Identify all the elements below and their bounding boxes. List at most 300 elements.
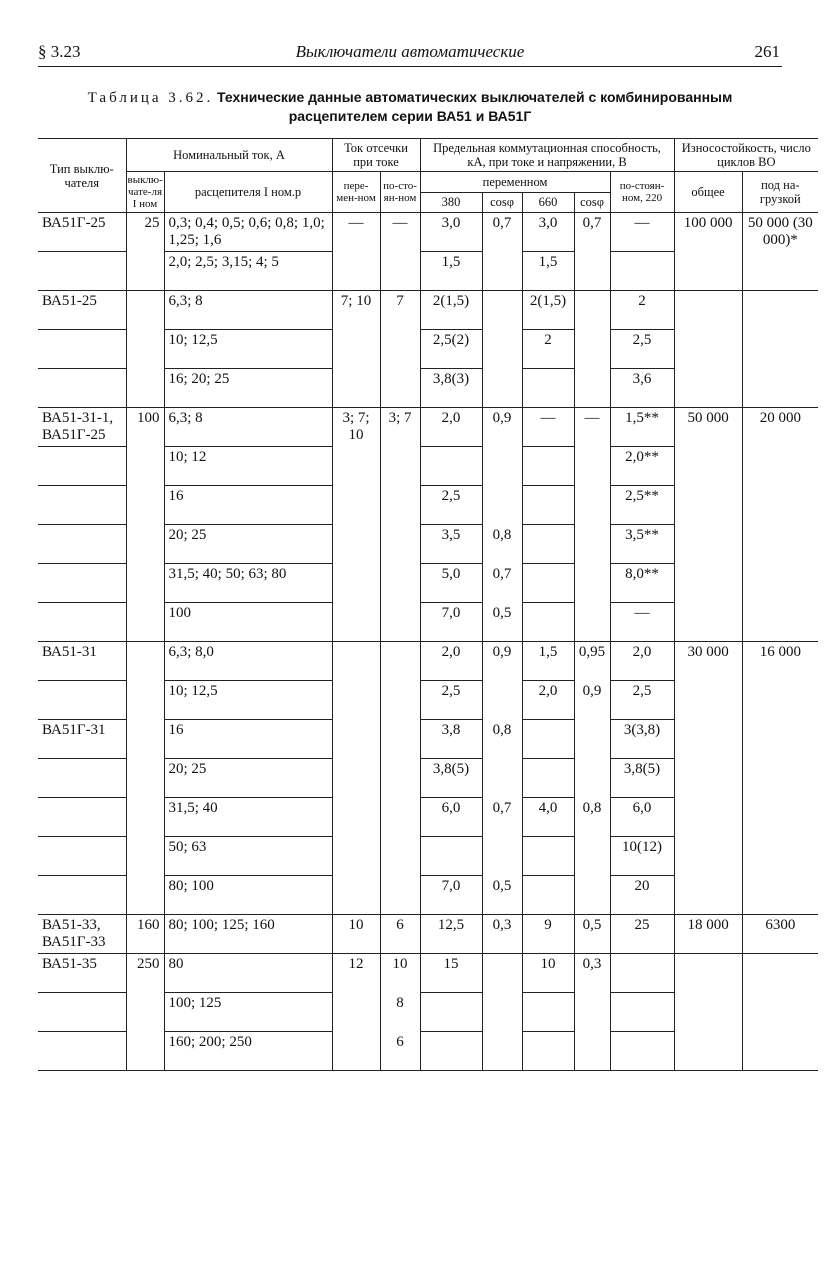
cell-type: ВА51-25	[38, 291, 126, 330]
cell-cos1	[482, 330, 522, 369]
cell-k380: 3,8	[420, 720, 482, 759]
cell-cos1: 0,7	[482, 798, 522, 837]
col-cutoff-ac-header: пере-мен-ном	[332, 172, 380, 213]
col-cutoff-dc-header: по-сто-ян-ном	[380, 172, 420, 213]
cell-load	[742, 876, 818, 915]
cell-tot	[674, 837, 742, 876]
cell-cac	[332, 252, 380, 291]
cell-cos2	[574, 447, 610, 486]
cell-kdc	[610, 252, 674, 291]
cell-kdc: 3,6	[610, 369, 674, 408]
cell-in	[126, 291, 164, 330]
cell-cac	[332, 681, 380, 720]
cell-cdc	[380, 642, 420, 681]
cell-rel: 80	[164, 954, 332, 993]
cell-k380: 2,5(2)	[420, 330, 482, 369]
cell-in	[126, 876, 164, 915]
col-release-header: расцепителя I ном.р	[164, 172, 332, 213]
cell-rel: 6,3; 8,0	[164, 642, 332, 681]
cell-cos2	[574, 759, 610, 798]
cell-rel: 6,3; 8	[164, 291, 332, 330]
cell-in	[126, 759, 164, 798]
cell-cac	[332, 1032, 380, 1071]
cell-cos2	[574, 252, 610, 291]
cell-rel: 10; 12	[164, 447, 332, 486]
cell-tot	[674, 954, 742, 993]
cell-cos1: 0,9	[482, 642, 522, 681]
cell-rel: 80; 100; 125; 160	[164, 915, 332, 954]
cell-k380: 2,0	[420, 642, 482, 681]
cell-in	[126, 564, 164, 603]
cell-k660: 3,0	[522, 213, 574, 252]
cell-cos1	[482, 1032, 522, 1071]
cell-k660	[522, 564, 574, 603]
cell-cos2	[574, 993, 610, 1032]
cell-cdc	[380, 798, 420, 837]
cell-cdc	[380, 876, 420, 915]
cell-cac: 7; 10	[332, 291, 380, 330]
table-row	[38, 759, 818, 798]
cell-type	[38, 993, 126, 1032]
cell-k660: 4,0	[522, 798, 574, 837]
cell-in	[126, 681, 164, 720]
cell-cdc	[380, 330, 420, 369]
cell-kdc: —	[610, 603, 674, 642]
table-row	[38, 486, 818, 525]
cell-k380	[420, 837, 482, 876]
cell-cos1	[482, 291, 522, 330]
cell-cos1	[482, 954, 522, 993]
cell-tot	[674, 720, 742, 759]
table-row	[38, 330, 818, 369]
cell-kdc: 3,5**	[610, 525, 674, 564]
table-row	[38, 720, 818, 759]
cell-cdc	[380, 603, 420, 642]
running-title: Выключатели автоматические	[295, 42, 525, 61]
cell-tot	[674, 564, 742, 603]
cell-cdc	[380, 681, 420, 720]
cell-kdc	[610, 993, 674, 1032]
cell-k660	[522, 447, 574, 486]
cell-cos1: 0,3	[482, 915, 522, 954]
cell-k380: 6,0	[420, 798, 482, 837]
cell-rel: 31,5; 40; 50; 63; 80	[164, 564, 332, 603]
cell-kdc: 25	[610, 915, 674, 954]
cell-in	[126, 642, 164, 681]
cell-k380	[420, 1032, 482, 1071]
cell-rel: 16	[164, 720, 332, 759]
cell-k380: 2,5	[420, 486, 482, 525]
cell-tot	[674, 525, 742, 564]
cell-in	[126, 447, 164, 486]
cell-tot	[674, 330, 742, 369]
section-number: § 3.23	[38, 42, 81, 61]
cell-type: ВА51-35	[38, 954, 126, 993]
table-row	[38, 213, 818, 252]
cell-load: 16 000	[742, 642, 818, 681]
cell-cos1	[482, 447, 522, 486]
col-dc-header: по-стоян-ном, 220	[610, 172, 674, 213]
cell-cdc	[380, 759, 420, 798]
cell-k380: 2,5	[420, 681, 482, 720]
cell-cos2: 0,5	[574, 915, 610, 954]
cell-load: 50 000 (30 000)*	[742, 213, 818, 252]
cell-k660	[522, 876, 574, 915]
cell-cos2: 0,95	[574, 642, 610, 681]
cell-cdc	[380, 252, 420, 291]
cell-in	[126, 486, 164, 525]
cell-load: 6300	[742, 915, 818, 954]
cell-tot	[674, 759, 742, 798]
cell-k380: 1,5	[420, 252, 482, 291]
cell-k380: 2,0	[420, 408, 482, 447]
cell-rel: 20; 25	[164, 759, 332, 798]
cell-kdc: 2,5**	[610, 486, 674, 525]
cell-cos1	[482, 252, 522, 291]
cell-rel: 16; 20; 25	[164, 369, 332, 408]
cell-tot: 18 000	[674, 915, 742, 954]
cell-cdc	[380, 447, 420, 486]
cell-cac	[332, 798, 380, 837]
cell-cac	[332, 330, 380, 369]
cell-cdc	[380, 369, 420, 408]
cell-cos1: 0,9	[482, 408, 522, 447]
cell-k660: 1,5	[522, 252, 574, 291]
table-caption	[38, 88, 782, 126]
cell-k660	[522, 369, 574, 408]
cell-in	[126, 330, 164, 369]
cell-in	[126, 252, 164, 291]
cell-cos2: 0,9	[574, 681, 610, 720]
cell-kdc: 2	[610, 291, 674, 330]
table-row	[38, 408, 818, 447]
cell-load	[742, 369, 818, 408]
cell-k660: 2	[522, 330, 574, 369]
cell-kdc	[610, 1032, 674, 1071]
cell-type	[38, 798, 126, 837]
cell-type: ВА51-33, ВА51Г-33	[38, 915, 126, 954]
cell-type	[38, 369, 126, 408]
cell-rel: 80; 100	[164, 876, 332, 915]
cell-tot	[674, 798, 742, 837]
col-durability-header: Износостойкость, число циклов ВО	[674, 139, 818, 172]
cell-k660	[522, 603, 574, 642]
cell-in	[126, 798, 164, 837]
cell-type	[38, 876, 126, 915]
cell-kdc: —	[610, 213, 674, 252]
cell-cos1: 0,5	[482, 603, 522, 642]
cell-load	[742, 603, 818, 642]
cell-kdc: 2,5	[610, 681, 674, 720]
cell-kdc: 2,5	[610, 330, 674, 369]
cell-type	[38, 447, 126, 486]
page-header	[38, 40, 782, 67]
cell-cos2	[574, 369, 610, 408]
cell-k380: 3,5	[420, 525, 482, 564]
cell-tot	[674, 447, 742, 486]
cell-k380: 12,5	[420, 915, 482, 954]
cell-type	[38, 1032, 126, 1071]
cell-cdc: 7	[380, 291, 420, 330]
table-title: Технические данные автоматических выключателей с комбинированным расцепителем серии ВА51 и ВА51Г	[217, 89, 733, 124]
cell-load	[742, 993, 818, 1032]
cell-in	[126, 603, 164, 642]
cell-type	[38, 564, 126, 603]
cell-type: ВА51-31-1, ВА51Г-25	[38, 408, 126, 447]
cell-k380: 15	[420, 954, 482, 993]
cell-cac: 3; 7; 10	[332, 408, 380, 447]
col-ac-header: переменном	[420, 172, 610, 193]
cell-rel: 16	[164, 486, 332, 525]
cell-tot: 100 000	[674, 213, 742, 252]
cell-in: 25	[126, 213, 164, 252]
cell-cdc	[380, 486, 420, 525]
cell-kdc: 6,0	[610, 798, 674, 837]
cell-k380: 5,0	[420, 564, 482, 603]
cell-type	[38, 681, 126, 720]
cell-k660: 2(1,5)	[522, 291, 574, 330]
cell-cac	[332, 603, 380, 642]
cell-tot	[674, 603, 742, 642]
cell-load	[742, 720, 818, 759]
cell-k660	[522, 720, 574, 759]
cell-cos1	[482, 369, 522, 408]
cell-tot	[674, 1032, 742, 1071]
cell-cos2	[574, 291, 610, 330]
cell-cac	[332, 369, 380, 408]
cell-cac	[332, 720, 380, 759]
cell-cos2	[574, 486, 610, 525]
cell-cac	[332, 564, 380, 603]
col-cos2-header: cosφ	[574, 192, 610, 213]
cell-k660: 9	[522, 915, 574, 954]
col-total-header: общее	[674, 172, 742, 213]
cell-kdc: 20	[610, 876, 674, 915]
cell-k380: 7,0	[420, 603, 482, 642]
cell-kdc: 2,0**	[610, 447, 674, 486]
cell-k380: 7,0	[420, 876, 482, 915]
cell-k380: 3,0	[420, 213, 482, 252]
cell-tot	[674, 876, 742, 915]
cell-load	[742, 681, 818, 720]
cell-cos2	[574, 330, 610, 369]
table-row	[38, 993, 818, 1032]
cell-load	[742, 486, 818, 525]
cell-tot	[674, 993, 742, 1032]
table-row	[38, 642, 818, 681]
cell-k660: 10	[522, 954, 574, 993]
cell-in	[126, 720, 164, 759]
cell-load	[742, 330, 818, 369]
cell-cdc	[380, 720, 420, 759]
cell-type	[38, 525, 126, 564]
cell-k660	[522, 486, 574, 525]
cell-k660	[522, 993, 574, 1032]
cell-k660: 1,5	[522, 642, 574, 681]
cell-rel: 0,3; 0,4; 0,5; 0,6; 0,8; 1,0; 1,25; 1,6	[164, 213, 332, 252]
cell-k660: —	[522, 408, 574, 447]
cell-tot: 30 000	[674, 642, 742, 681]
cell-type	[38, 330, 126, 369]
cell-cos2	[574, 720, 610, 759]
cell-load	[742, 447, 818, 486]
cell-cac	[332, 642, 380, 681]
cell-tot	[674, 369, 742, 408]
table-row	[38, 291, 818, 330]
cell-load	[742, 759, 818, 798]
cell-tot: 50 000	[674, 408, 742, 447]
cell-in: 100	[126, 408, 164, 447]
table-row	[38, 447, 818, 486]
cell-cdc	[380, 525, 420, 564]
cell-type	[38, 252, 126, 291]
cell-kdc: 10(12)	[610, 837, 674, 876]
cell-in	[126, 369, 164, 408]
cell-k380	[420, 993, 482, 1032]
cell-cos1	[482, 993, 522, 1032]
col-under-load-header: под на-грузкой	[742, 172, 818, 213]
cell-cos1: 0,5	[482, 876, 522, 915]
cell-cdc: 10	[380, 954, 420, 993]
cell-cos1: 0,7	[482, 213, 522, 252]
cell-in	[126, 993, 164, 1032]
cell-tot	[674, 252, 742, 291]
cell-in	[126, 1032, 164, 1071]
cell-load	[742, 291, 818, 330]
cell-cos2: 0,8	[574, 798, 610, 837]
table-body	[38, 213, 818, 1071]
cell-rel: 10; 12,5	[164, 330, 332, 369]
cell-k660	[522, 837, 574, 876]
cell-cos2	[574, 525, 610, 564]
table-row	[38, 603, 818, 642]
cell-cos2	[574, 603, 610, 642]
col-breaking-header: Предельная коммутационная способность, кА, при токе и напряжении, В	[420, 139, 674, 172]
cell-k380: 2(1,5)	[420, 291, 482, 330]
cell-tot	[674, 681, 742, 720]
cell-cac	[332, 525, 380, 564]
cell-k380: 3,8(3)	[420, 369, 482, 408]
col-380-header: 380	[420, 192, 482, 213]
cell-in: 250	[126, 954, 164, 993]
table-row	[38, 681, 818, 720]
cell-k660: 2,0	[522, 681, 574, 720]
cell-cdc	[380, 564, 420, 603]
col-type-header: Тип выклю-чателя	[38, 139, 126, 213]
cell-k380	[420, 447, 482, 486]
table-row	[38, 525, 818, 564]
col-nominal-header: Номинальный ток, А	[126, 139, 332, 172]
cell-k660	[522, 1032, 574, 1071]
cell-kdc: 2,0	[610, 642, 674, 681]
cell-cos1	[482, 837, 522, 876]
cell-type: ВА51Г-25	[38, 213, 126, 252]
cell-type	[38, 759, 126, 798]
cell-in: 160	[126, 915, 164, 954]
cell-cdc: 3; 7	[380, 408, 420, 447]
cell-cos1: 0,8	[482, 720, 522, 759]
table-row	[38, 798, 818, 837]
cell-cac	[332, 486, 380, 525]
cell-cdc: 8	[380, 993, 420, 1032]
cell-cdc: 6	[380, 915, 420, 954]
col-switch-header: выклю-чате-ля I ном	[126, 172, 164, 213]
cell-rel: 100	[164, 603, 332, 642]
cell-type: ВА51-31	[38, 642, 126, 681]
cell-load	[742, 525, 818, 564]
cell-load	[742, 954, 818, 993]
table-row	[38, 1032, 818, 1071]
cell-load	[742, 837, 818, 876]
table-row	[38, 252, 818, 291]
cell-tot	[674, 486, 742, 525]
cell-cac: —	[332, 213, 380, 252]
table-row	[38, 369, 818, 408]
table-row	[38, 915, 818, 954]
cell-cos1	[482, 759, 522, 798]
page-number: 261	[754, 42, 780, 61]
cell-rel: 160; 200; 250	[164, 1032, 332, 1071]
cell-in	[126, 525, 164, 564]
cell-rel: 31,5; 40	[164, 798, 332, 837]
cell-cac: 12	[332, 954, 380, 993]
cell-cac	[332, 993, 380, 1032]
cell-cos2	[574, 564, 610, 603]
cell-type: ВА51Г-31	[38, 720, 126, 759]
cell-load	[742, 564, 818, 603]
cell-rel: 50; 63	[164, 837, 332, 876]
cell-cdc: 6	[380, 1032, 420, 1071]
cell-rel: 10; 12,5	[164, 681, 332, 720]
cell-k660	[522, 759, 574, 798]
cell-rel: 100; 125	[164, 993, 332, 1032]
cell-cdc	[380, 837, 420, 876]
cell-cos2	[574, 1032, 610, 1071]
cell-cos2: 0,7	[574, 213, 610, 252]
cell-cos1	[482, 681, 522, 720]
cell-k660	[522, 525, 574, 564]
cell-cac	[332, 876, 380, 915]
table-row	[38, 876, 818, 915]
col-660-header: 660	[522, 192, 574, 213]
table-row	[38, 837, 818, 876]
cell-kdc: 3,8(5)	[610, 759, 674, 798]
cell-cac	[332, 759, 380, 798]
table-row	[38, 954, 818, 993]
cell-cos2	[574, 876, 610, 915]
cell-type	[38, 486, 126, 525]
cell-type	[38, 603, 126, 642]
cell-tot	[674, 291, 742, 330]
cell-load	[742, 1032, 818, 1071]
cell-rel: 20; 25	[164, 525, 332, 564]
table-row	[38, 564, 818, 603]
cell-kdc: 8,0**	[610, 564, 674, 603]
cell-load: 20 000	[742, 408, 818, 447]
cell-cos1: 0,8	[482, 525, 522, 564]
cell-kdc: 3(3,8)	[610, 720, 674, 759]
cell-cos1: 0,7	[482, 564, 522, 603]
cell-load	[742, 252, 818, 291]
table-label: Таблица 3.62.	[87, 90, 214, 106]
cell-k380: 3,8(5)	[420, 759, 482, 798]
cell-cos2: —	[574, 408, 610, 447]
cell-cos2	[574, 837, 610, 876]
col-cos1-header: cosφ	[482, 192, 522, 213]
cell-in	[126, 837, 164, 876]
col-cutoff-header: Ток отсечки при токе	[332, 139, 420, 172]
cell-rel: 2,0; 2,5; 3,15; 4; 5	[164, 252, 332, 291]
